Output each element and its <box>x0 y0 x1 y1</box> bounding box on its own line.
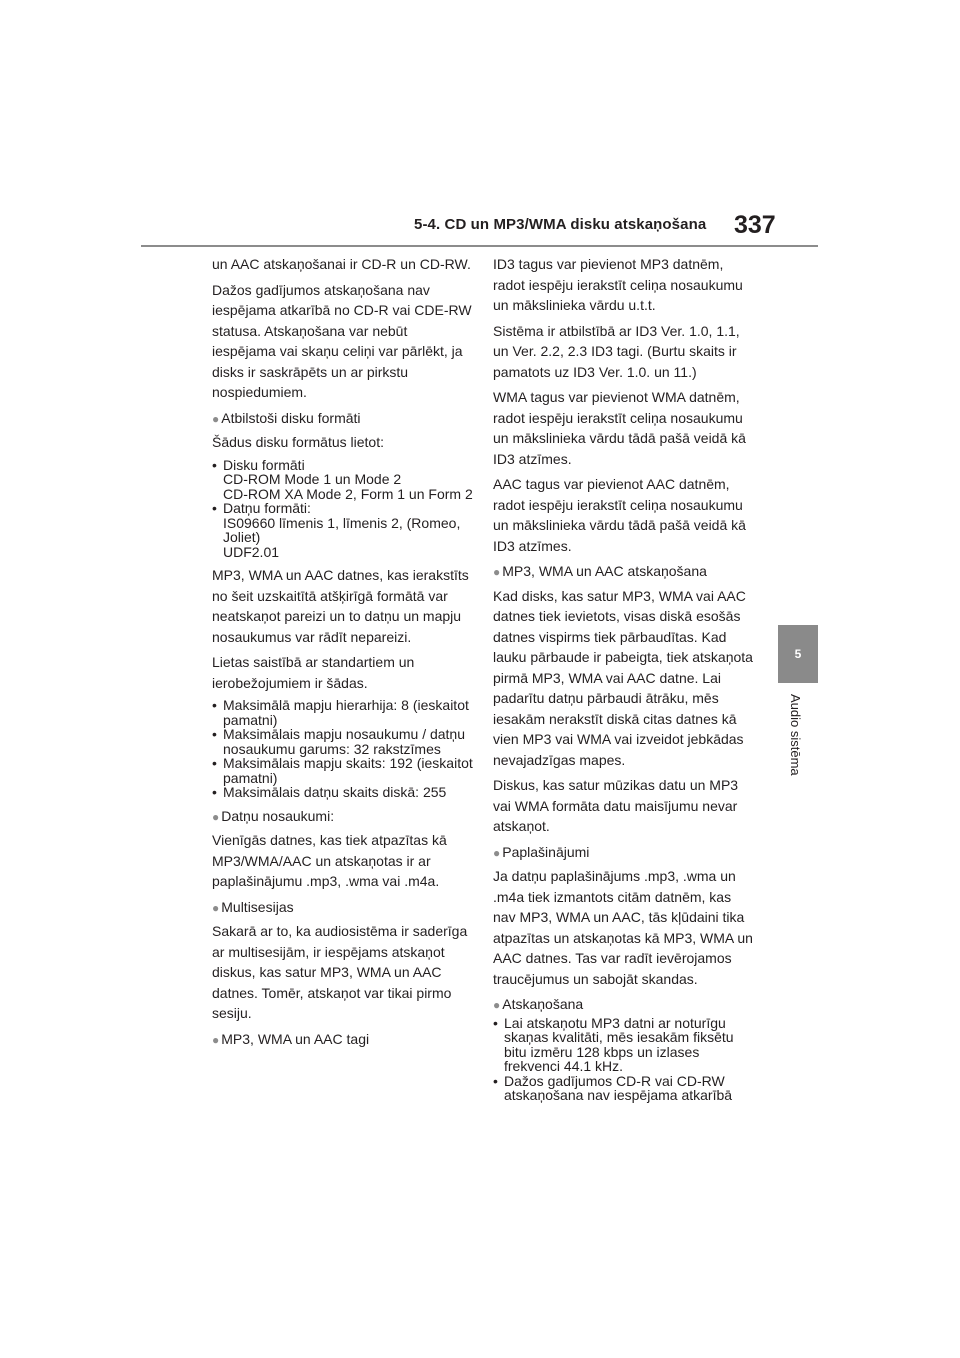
bullet-icon: ● <box>212 809 220 824</box>
list-item-label: • Datņu formāti: <box>223 500 311 516</box>
paragraph: AAC tagus var pievienot AAC datnēm, radot iespēju ierakstīt celiņa nosaukumu un mākslinieka vārdu tādā pašā veidā kā ID3 atzīmes. <box>493 476 746 554</box>
paragraph: Sakarā ar to, ka audiosistēma ir saderīga ar multisesijām, ir iespējams atskaņot diskus, kas satur MP3, WMA un AAC datnes. Tomēr, atskaņot var tikai pirmo sesiju. <box>212 923 468 1021</box>
chapter-title: Audio sistēma <box>788 694 803 776</box>
bullet-icon: ● <box>493 845 501 860</box>
heading-text: MP3, WMA un AAC tagi <box>221 1030 370 1047</box>
bullet-icon: ● <box>212 1032 220 1047</box>
paragraph: WMA tagus var pievienot WMA datnēm, radot iespēju ierakstīt celiņa nosaukumu un mākslinieka vārdu tādā pašā veidā kā ID3 atzīmes. <box>493 389 746 467</box>
paragraph: Dažos gadījumos atskaņošana nav iespējama atkarībā no CD-R vai CDE-RW statusa. Atskaņošana var nebūt iespējama vai skaņu celiņi var pārlēkt, ja disks ir saskrāpēts un ar pirkstu nospiedumiem. <box>212 281 472 400</box>
list-item <box>212 501 474 559</box>
paragraph: Ja datņu paplašinājums .mp3, .wma un .m4a tiek izmantots citām datnēm, kas nav MP3, WMA un AAC, tās kļūdaini tika atpazītas un atskaņotas kā MP3, WMA un AAC datnes. Tas var radīt ievērojamos traucējumus un sabojāt skandas. <box>493 868 753 987</box>
section-heading <box>212 897 474 919</box>
list-item-line: CD-ROM XA Mode 2, Form 1 un Form 2 <box>223 485 473 502</box>
bullet-icon: ● <box>212 900 220 915</box>
list-item: • Maksimālais datņu skaits diskā: 255 <box>212 785 474 800</box>
list-item-line: IS09660 līmenis 1, līmenis 2, (Romeo, Joliet) <box>223 514 461 545</box>
section-heading <box>493 842 755 864</box>
list-item: • Lai atskaņotu MP3 datni ar noturīgu skaņas kvalitāti, mēs iesakām fiksētu bitu izmēru 128 kbps un izlases frekvenci 44.1 kHz. <box>493 1016 755 1074</box>
list-item: • Maksimālā mapju hierarhija: 8 (ieskaitot pamatni) <box>212 698 474 727</box>
paragraph: Diskus, kas satur mūzikas datu un MP3 vai WMA formāta datu maisījumu nevar atskaņot. <box>493 777 739 834</box>
section-heading <box>493 994 755 1016</box>
list-item: • Dažos gadījumos CD-R vai CD-RW atskaņošana nav iespējama atkarībā <box>493 1074 755 1103</box>
section-heading <box>212 1029 474 1051</box>
bullet-icon: ● <box>212 411 220 426</box>
paragraph: Vienīgās datnes, kas tiek atpazītas kā MP3/WMA/AAC un atskaņotas ir ar paplašinājumu .mp3, .wma vai .m4a. <box>212 832 447 889</box>
paragraph: un AAC atskaņošanai ir CD-R un CD-RW. <box>212 256 471 272</box>
chapter-tab: 5 <box>778 625 818 683</box>
paragraph: Lietas saistībā ar standartiem un ierobežojumiem ir šādas. <box>212 654 415 691</box>
formats-list <box>212 458 474 560</box>
list-item: • Maksimālais mapju skaits: 192 (ieskaitot pamatni) <box>212 756 474 785</box>
list-item: • Maksimālais mapju nosaukumu / datņu nosaukumu garums: 32 rakstzīmes <box>212 727 474 756</box>
paragraph: MP3, WMA un AAC datnes, kas ierakstīts no šeit uzskaitītā atšķirīgā formātā var neatskaņot pareizi un to datņu un mapju nosaukumus var rādīt nepareizi. <box>212 567 469 645</box>
heading-text: Atskaņošana <box>502 996 584 1012</box>
bullet-icon: ● <box>493 565 501 579</box>
left-column <box>212 254 474 1053</box>
section-heading <box>493 561 755 583</box>
heading-text: Datņu nosaukumi: <box>221 807 335 824</box>
section-heading <box>212 408 474 430</box>
heading-text: Multisesijas <box>221 898 294 915</box>
header-rule <box>141 245 818 247</box>
paragraph: Kad disks, kas satur MP3, WMA vai AAC datnes tiek ievietots, visas diskā esošās datnes vispirms tiek pārbaudītas. Kad lauku pārbaude ir pabeigta, tiek atskaņota pirmā MP3, WMA vai AAC datne. Lai padarītu datņu pārbaudi ātrāku, mēs iesakām nerakstīt diskā citas datnes kā vien MP3 vai WMA vai izveidot jebkādas nevajadzīgas mapes. <box>493 587 753 768</box>
heading-text: Atbilstoši disku formāti <box>221 409 361 426</box>
paragraph: Šādus disku formātus lietot: <box>212 434 384 450</box>
header-title: 5-4. CD un MP3/WMA disku atskaņošana <box>414 216 707 233</box>
paragraph: Sistēma ir atbilstībā ar ID3 Ver. 1.0, 1.1, un Ver. 2.2, 2.3 ID3 tagi. (Burtu skaits ir pamatots uz ID3 Ver. 1.0. un 11.) <box>493 322 740 380</box>
list-item-line: CD-ROM Mode 1 un Mode 2 <box>223 471 402 487</box>
list-item <box>212 458 474 502</box>
list-item-line: UDF2.01 <box>223 543 280 560</box>
bullet-icon: ● <box>493 998 501 1012</box>
paragraph: ID3 tagus var pievienot MP3 datnēm, radot iespēju ierakstīt celiņa nosaukumu un mākslinieka vārdu u.t.t. <box>493 256 743 313</box>
right-column <box>493 254 755 1109</box>
list-item-label: • Disku formāti <box>223 456 305 473</box>
playing-list <box>493 1016 755 1103</box>
heading-text: Paplašinājumi <box>502 843 590 860</box>
page-number: 337 <box>734 211 776 239</box>
heading-text: MP3, WMA un AAC atskaņošana <box>502 563 707 579</box>
section-heading <box>212 806 474 828</box>
limits-list <box>212 698 474 800</box>
